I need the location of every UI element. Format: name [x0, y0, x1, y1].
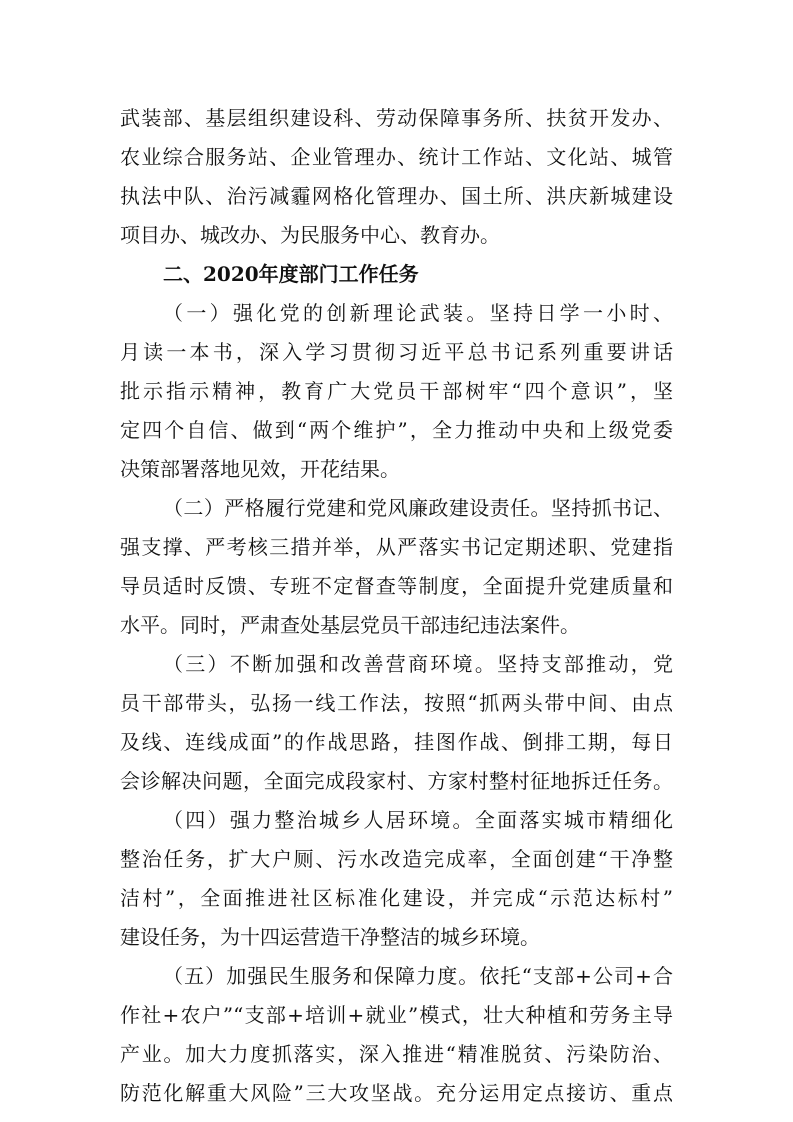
paragraph-line: （四）强力整治城乡人居环境。全面落实城市精细化 [163, 808, 673, 832]
paragraph-line: （二）严格履行党建和党风廉政建设责任。坚持抓书记、 [163, 496, 673, 520]
paragraph-line: 强支撑、严考核三措并举，从严落实书记定期述职、党建指 [120, 535, 673, 559]
paragraph-line: 员干部带头，弘扬一线工作法，按照“抓两头带中间、由点 [120, 691, 673, 715]
paragraph-line: 产业。加大力度抓落实，深入推进“精准脱贫、污染防治、 [120, 1042, 673, 1066]
paragraph-line: 及线、连线成面”的作战思路，挂图作战、倒排工期，每日 [120, 730, 673, 754]
intro-line: 项目办、城改办、为民服务中心、教育办。 [120, 223, 500, 247]
paragraph-line: 定四个自信、做到“两个维护”，全力推动中央和上级党委 [120, 418, 673, 442]
intro-line: 武装部、基层组织建设科、劳动保障事务所、扶贫开发办、 [120, 106, 673, 130]
paragraph-line: 建设任务，为十四运营造干净整洁的城乡环境。 [120, 925, 540, 949]
paragraph-line: 整治任务，扩大户厕、污水改造完成率，全面创建“干净整 [120, 847, 673, 871]
paragraph-line: （三）不断加强和改善营商环境。坚持支部推动，党 [163, 652, 673, 676]
task-paragraph-4 [120, 801, 673, 957]
paragraph-line: 防范化解重大风险”三大攻坚战。充分运用定点接访、重点 [120, 1081, 673, 1105]
paragraph-line: （一）强化党的创新理论武装。坚持日学一小时、 [163, 301, 673, 325]
paragraph-line: （五）加强民生服务和保障力度。依托“支部+公司+合 [163, 964, 673, 988]
document-page [120, 99, 673, 1113]
paragraph-line: 水平。同时，严肃查处基层党员干部违纪违法案件。 [120, 613, 580, 637]
section-heading: 二、2020年度部门工作任务 [163, 262, 419, 286]
task-paragraph-1 [120, 294, 673, 489]
paragraph-line: 作社+农户”“支部+培训+就业”模式，壮大种植和劳务主导 [120, 1003, 673, 1027]
intro-paragraph [120, 99, 673, 255]
paragraph-line: 洁村”，全面推进社区标准化建设，并完成“示范达标村” [120, 886, 673, 910]
paragraph-line: 会诊解决问题，全面完成段家村、方家村整村征地拆迁任务。 [120, 769, 673, 793]
paragraph-line: 决策部署落地见效，开花结果。 [120, 457, 400, 481]
task-paragraph-3 [120, 645, 673, 801]
task-paragraph-5 [120, 957, 673, 1113]
task-paragraph-2 [120, 489, 673, 645]
intro-line: 执法中队、治污减霾网格化管理办、国土所、洪庆新城建设 [120, 184, 673, 208]
paragraph-line: 批示指示精神，教育广大党员干部树牢“四个意识”，坚 [120, 379, 673, 403]
paragraph-line: 导员适时反馈、专班不定督查等制度，全面提升党建质量和 [120, 574, 673, 598]
paragraph-line: 月读一本书，深入学习贯彻习近平总书记系列重要讲话 [120, 340, 673, 364]
intro-line: 农业综合服务站、企业管理办、统计工作站、文化站、城管 [120, 145, 673, 169]
